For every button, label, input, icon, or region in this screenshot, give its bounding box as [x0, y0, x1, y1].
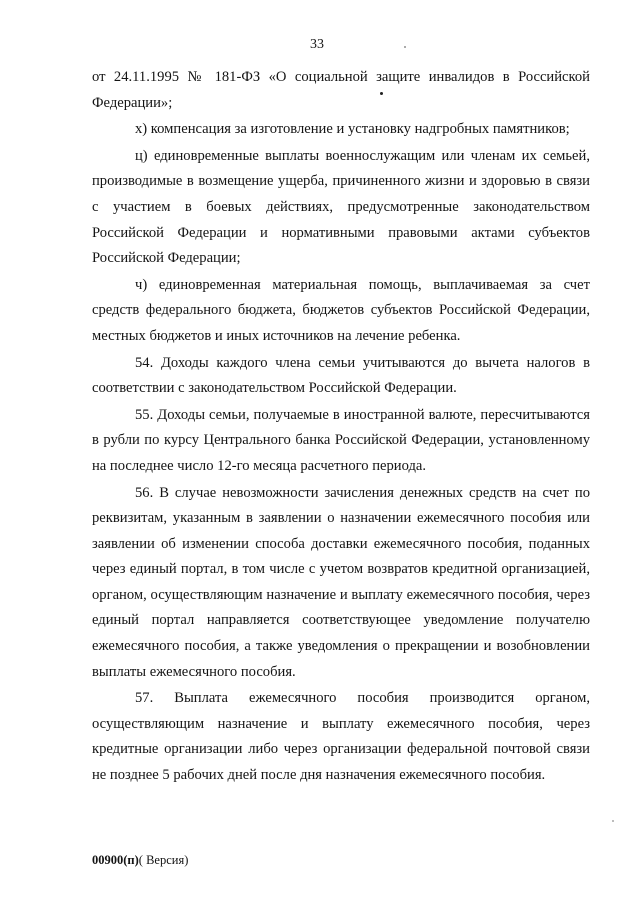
paragraph-57: 57. Выплата ежемесячного пособия производится органом, осуществляющим назначение и выплату ежемесячного пособия, через кредитные организации либо через организации федеральной почтовой связи не позднее 5 рабочих дней после дня назначения ежемесячного пособия. — [92, 690, 590, 784]
paragraph-item-kh: х) компенсация за изготовление и установку надгробных памятников; — [135, 121, 570, 138]
paragraph-56: 56. В случае невозможности зачисления денежных средств на счет по реквизитам, указанным в заявлении о назначении ежемесячного пособия или заявлении об изменении способа доставки ежемесячного пособия, поданных через единый портал, в том числе с учетом возвратов кредитной организацией, органом, осуществляющим назначение и выплату ежемесячного пособия, через единый портал направляется соответствующее уведомление получателю ежемесячного пособия, а также уведомления о прекращении и возобновлении выплаты ежемесячного пособия. — [92, 484, 590, 680]
scan-speck — [380, 92, 383, 95]
scan-speck — [612, 820, 614, 822]
footer-version: ( Версия) — [138, 853, 189, 867]
paragraph-item-ch: ч) единовременная материальная помощь, выплачиваемая за счет средств федерального бюджета, бюджетов субъектов Российской Федерации, местных бюджетов и иных источников на лечение ребенка. — [92, 276, 590, 344]
page-number: 33 — [310, 37, 324, 52]
paragraph-54: 54. Доходы каждого члена семьи учитываются до вычета налогов в соответствии с законодательством Российской Федерации. — [92, 354, 590, 397]
scan-speck — [404, 46, 406, 48]
document-body — [92, 65, 590, 789]
paragraph-55: 55. Доходы семьи, получаемые в иностранной валюте, пересчитываются в рубли по курсу Центрального банка Российской Федерации, установленному на последнее число 12-го месяца расчетного периода. — [92, 406, 590, 474]
footer-code: 00900(п) — [92, 853, 139, 867]
paragraph-item-ts: ц) единовременные выплаты военнослужащим или членам их семьей, производимые в возмещение ущерба, причиненного жизни и здоровью в связи с участием в боевых действиях, предусмотренные законодательством Российской Федерации и нормативными правовыми актами субъектов Российской Федерации; — [92, 147, 590, 267]
paragraph-law-reference: от 24.11.1995 № 181-ФЗ «О социальной защите инвалидов в Российской Федерации»; — [92, 69, 590, 111]
document-footer — [92, 853, 188, 868]
